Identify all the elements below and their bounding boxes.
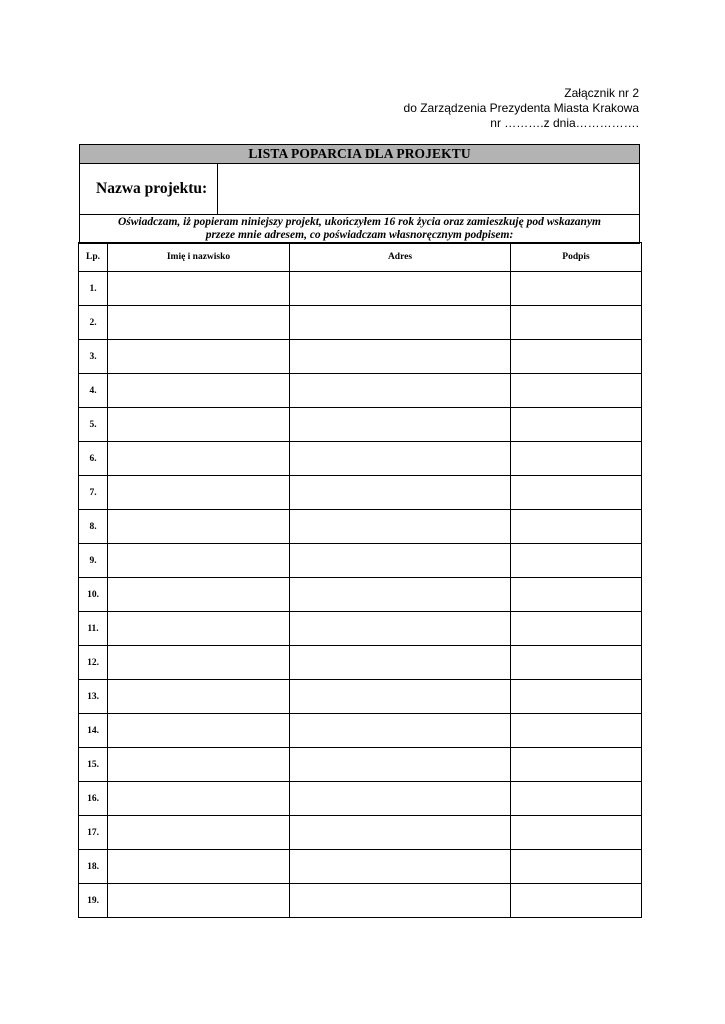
name-cell[interactable] <box>108 782 290 816</box>
table-row <box>79 680 642 714</box>
name-cell[interactable] <box>108 578 290 612</box>
address-cell[interactable] <box>290 442 511 476</box>
row-number: 7. <box>79 476 108 510</box>
row-number: 9. <box>79 544 108 578</box>
table-header-row <box>79 243 642 272</box>
project-name-row <box>80 164 639 215</box>
address-cell[interactable] <box>290 340 511 374</box>
row-number: 4. <box>79 374 108 408</box>
table-row <box>79 340 642 374</box>
address-cell[interactable] <box>290 850 511 884</box>
row-number: 13. <box>79 680 108 714</box>
column-header-address: Adres <box>290 243 511 272</box>
row-number: 14. <box>79 714 108 748</box>
row-number: 16. <box>79 782 108 816</box>
address-cell[interactable] <box>290 612 511 646</box>
table-row <box>79 748 642 782</box>
table-row <box>79 782 642 816</box>
row-number: 18. <box>79 850 108 884</box>
column-header-signature: Podpis <box>511 243 642 272</box>
address-cell[interactable] <box>290 782 511 816</box>
table-row <box>79 646 642 680</box>
name-cell[interactable] <box>108 374 290 408</box>
name-cell[interactable] <box>108 408 290 442</box>
table-row <box>79 884 642 918</box>
declaration-text <box>80 215 639 243</box>
table-row <box>79 510 642 544</box>
declaration-line-1: Oświadczam, iż popieram niniejszy projekt, ukończyłem 16 rok życia oraz zamieszkuję pod wskazanym <box>117 216 602 228</box>
declaration-line-2: przeze mnie adresem, co poświadczam własnoręcznym podpisem: <box>205 229 514 241</box>
table-row <box>79 578 642 612</box>
row-number: 6. <box>79 442 108 476</box>
row-number: 1. <box>79 272 108 306</box>
address-cell[interactable] <box>290 476 511 510</box>
address-cell[interactable] <box>290 578 511 612</box>
row-number: 10. <box>79 578 108 612</box>
row-number: 3. <box>79 340 108 374</box>
name-cell[interactable] <box>108 680 290 714</box>
table-row <box>79 544 642 578</box>
name-cell[interactable] <box>108 646 290 680</box>
row-number: 12. <box>79 646 108 680</box>
address-cell[interactable] <box>290 646 511 680</box>
name-cell[interactable] <box>108 272 290 306</box>
row-number: 5. <box>79 408 108 442</box>
signature-cell[interactable] <box>511 578 642 612</box>
signature-cell[interactable] <box>511 340 642 374</box>
name-cell[interactable] <box>108 714 290 748</box>
name-cell[interactable] <box>108 544 290 578</box>
address-cell[interactable] <box>290 816 511 850</box>
row-number: 17. <box>79 816 108 850</box>
signature-cell[interactable] <box>511 748 642 782</box>
table-body <box>79 272 642 918</box>
signature-cell[interactable] <box>511 816 642 850</box>
annex-ordinance: do Zarządzenia Prezydenta Miasta Krakowa <box>403 101 639 115</box>
signature-cell[interactable] <box>511 442 642 476</box>
row-number: 8. <box>79 510 108 544</box>
table-row <box>79 816 642 850</box>
project-name-field[interactable] <box>218 164 639 214</box>
row-number: 2. <box>79 306 108 340</box>
form-header <box>79 144 640 244</box>
annex-number: Załącznik nr 2 <box>564 86 639 100</box>
address-cell[interactable] <box>290 884 511 918</box>
table-row <box>79 306 642 340</box>
signature-cell[interactable] <box>511 476 642 510</box>
signature-cell[interactable] <box>511 782 642 816</box>
signature-cell[interactable] <box>511 510 642 544</box>
address-cell[interactable] <box>290 306 511 340</box>
name-cell[interactable] <box>108 816 290 850</box>
table-row <box>79 374 642 408</box>
row-number: 15. <box>79 748 108 782</box>
name-cell[interactable] <box>108 340 290 374</box>
address-cell[interactable] <box>290 408 511 442</box>
name-cell[interactable] <box>108 442 290 476</box>
address-cell[interactable] <box>290 510 511 544</box>
name-cell[interactable] <box>108 850 290 884</box>
address-cell[interactable] <box>290 272 511 306</box>
signature-cell[interactable] <box>511 306 642 340</box>
table-row <box>79 612 642 646</box>
column-header-lp: Lp. <box>79 243 108 272</box>
signature-cell[interactable] <box>511 272 642 306</box>
name-cell[interactable] <box>108 476 290 510</box>
name-cell[interactable] <box>108 612 290 646</box>
address-cell[interactable] <box>290 374 511 408</box>
row-number: 19. <box>79 884 108 918</box>
signature-cell[interactable] <box>511 612 642 646</box>
signature-cell[interactable] <box>511 714 642 748</box>
name-cell[interactable] <box>108 510 290 544</box>
signature-cell[interactable] <box>511 850 642 884</box>
form-title: LISTA POPARCIA DLA PROJEKTU <box>80 145 639 164</box>
signature-cell[interactable] <box>511 884 642 918</box>
address-cell[interactable] <box>290 748 511 782</box>
annex-ordinance-date: nr ……….z dnia……………. <box>490 116 639 130</box>
annex-header <box>404 86 639 131</box>
row-number: 11. <box>79 612 108 646</box>
name-cell[interactable] <box>108 884 290 918</box>
signature-cell[interactable] <box>511 646 642 680</box>
signature-cell[interactable] <box>511 680 642 714</box>
table-row <box>79 272 642 306</box>
signature-cell[interactable] <box>511 544 642 578</box>
table-row <box>79 442 642 476</box>
signatures-table <box>78 242 642 918</box>
table-row <box>79 408 642 442</box>
table-row <box>79 714 642 748</box>
project-name-label: Nazwa projektu: <box>80 164 218 214</box>
address-cell[interactable] <box>290 544 511 578</box>
table-row <box>79 476 642 510</box>
column-header-name: Imię i nazwisko <box>108 243 290 272</box>
table-row <box>79 850 642 884</box>
name-cell[interactable] <box>108 306 290 340</box>
signature-cell[interactable] <box>511 374 642 408</box>
name-cell[interactable] <box>108 748 290 782</box>
address-cell[interactable] <box>290 680 511 714</box>
signature-cell[interactable] <box>511 408 642 442</box>
address-cell[interactable] <box>290 714 511 748</box>
